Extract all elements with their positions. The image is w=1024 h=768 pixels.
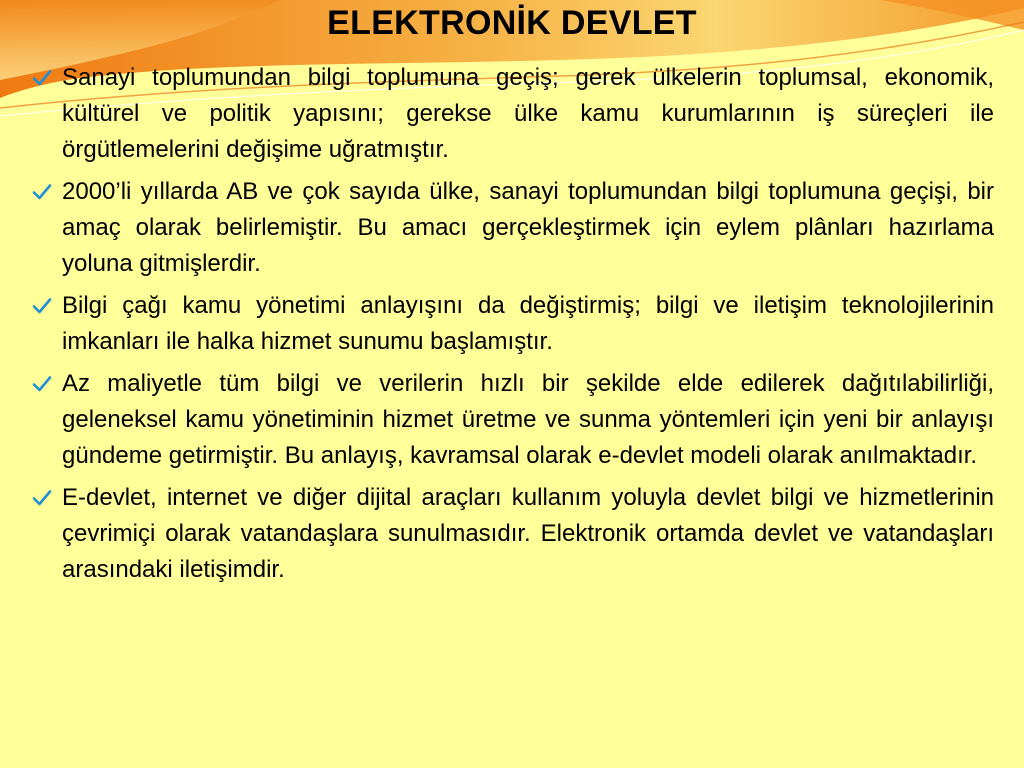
checkmark-icon [32,183,52,201]
bullet-item [30,480,994,588]
bullet-item [30,366,994,474]
checkmark-icon [32,297,52,315]
bullet-item [30,60,994,168]
bullet-list [30,60,994,594]
checkmark-icon [32,375,52,393]
bullet-text: 2000’li yıllarda AB ve çok sayıda ülke, sanayi toplumundan bilgi toplumuna geçişi, bir amaç olarak belirlemiştir. Bu amacı gerçekleştirmek için eylem plânları hazırlama yoluna gitmişlerdir. [62,178,994,277]
bullet-text: E-devlet, internet ve diğer dijital araçları kullanım yoluyla devlet bilgi ve hizmetlerinin çevrimiçi olarak vatandaşlara sunulmasıdır. Elektronik ortamda devlet ve vatandaşları arasındaki iletişimdir. [62,484,994,583]
bullet-text: Sanayi toplumundan bilgi toplumuna geçiş; gerek ülkelerin toplumsal, ekonomik, kültürel ve politik yapısını; gerekse ülke kamu kurumlarının iş süreçleri ile örgütlemelerini değişime uğratmıştır. [62,64,994,163]
checkmark-icon [32,489,52,507]
bullet-text: Az maliyetle tüm bilgi ve verilerin hızlı bir şekilde elde edilerek dağıtılabilirliği, geleneksel kamu yönetiminin hizmet üretme ve sunma yöntemleri için yeni bir anlayışı gündeme getirmiştir. Bu anlayış, kavramsal olarak e-devlet modeli olarak anılmaktadır. [62,370,994,469]
bullet-text: Bilgi çağı kamu yönetimi anlayışını da değiştirmiş; bilgi ve iletişim teknolojilerinin imkanları ile halka hizmet sunumu başlamıştır. [62,292,994,355]
checkmark-icon [32,69,52,87]
slide-title: ELEKTRONİK DEVLET [327,4,697,42]
bullet-item [30,174,994,282]
bullet-item [30,288,994,360]
